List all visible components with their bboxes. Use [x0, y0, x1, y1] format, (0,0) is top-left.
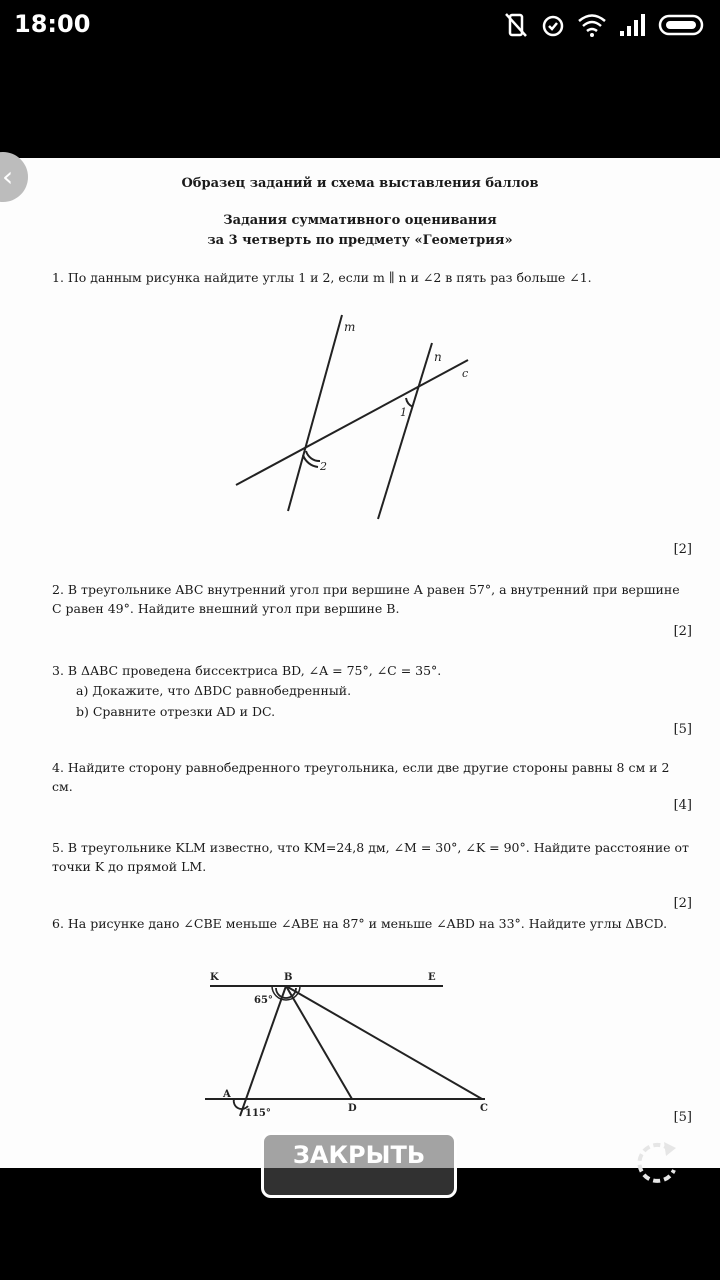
task-2-score: [2]	[673, 624, 692, 639]
label-angle-115: 115°	[245, 1108, 271, 1119]
task-1-text: 1. По данным рисунка найдите углы 1 и 2, если m ∥ n и ∠2 в пять раз больше ∠1.	[52, 270, 592, 285]
line-c	[236, 360, 468, 485]
label-d: D	[348, 1103, 357, 1114]
battery-icon	[658, 13, 708, 37]
label-m: m	[344, 320, 356, 334]
document-subtitle-1: Задания суммативного оценивания	[223, 213, 497, 228]
signal-icon	[618, 13, 648, 37]
task-6-text: 6. На рисунке дано ∠CBE меньше ∠ABE на 87° и меньше ∠ABD на 33°. Найдите углы ΔBCD.	[52, 916, 668, 931]
task-3-sub-b: b) Сравните отрезки AD и DC.	[76, 704, 276, 719]
label-a: A	[223, 1089, 231, 1100]
task-3-text: 3. В ΔABC проведена биссектриса BD, ∠A = 75°, ∠C = 35°.	[52, 663, 442, 678]
rotate-icon[interactable]	[630, 1136, 684, 1190]
task-3-score: [5]	[673, 722, 692, 737]
task-5-text: 5. В треугольнике KLM известно, что KM=24,8 дм, ∠M = 30°, ∠K = 90°. Найдите расстояние от точки K до прямой LM.	[52, 840, 689, 874]
status-icons	[502, 12, 708, 38]
task-2-text: 2. В треугольнике ABC внутренний угол при вершине A равен 57°, а внутренний при вершине C равен 49°. Найдите внешний угол при вершине B.	[52, 582, 680, 616]
line-m	[288, 315, 342, 511]
label-angle-1: 1	[400, 406, 407, 419]
chevron-left-icon: ‹	[2, 160, 14, 193]
label-angle-2: 2	[320, 460, 327, 473]
task-4-text: 4. Найдите сторону равнобедренного треугольника, если две другие стороны равны 8 см и 2 см.	[52, 760, 670, 794]
label-e: E	[428, 972, 436, 983]
label-c: c	[462, 367, 469, 380]
segment-bc	[286, 986, 482, 1099]
figure-triangle	[200, 966, 490, 1136]
alarm-icon	[540, 12, 566, 38]
label-c: C	[480, 1103, 488, 1114]
document-title: Образец заданий и схема выставления баллов	[181, 176, 539, 191]
segment-bd	[286, 986, 352, 1099]
task-4-score: [4]	[673, 798, 692, 813]
vibrate-off-icon	[502, 12, 530, 38]
label-n: n	[434, 350, 442, 364]
document-subtitle-2: за 3 четверть по предмету «Геометрия»	[207, 233, 513, 248]
label-b: B	[284, 972, 293, 983]
figure-parallel-lines	[220, 303, 490, 523]
label-angle-65: 65°	[254, 995, 273, 1006]
close-button[interactable]: ЗАКРЫТЬ	[261, 1132, 457, 1198]
document-page	[0, 158, 720, 1168]
task-1-score: [2]	[673, 542, 692, 557]
wifi-icon	[576, 12, 608, 38]
task-3-sub-a: a) Докажите, что ΔBDC равнобедренный.	[76, 683, 352, 698]
status-bar	[0, 0, 720, 50]
task-5-score: [2]	[673, 896, 692, 911]
line-n	[378, 343, 432, 519]
status-time: 18:00	[14, 10, 91, 38]
label-k: K	[210, 972, 219, 983]
task-6-score: [5]	[673, 1110, 692, 1125]
